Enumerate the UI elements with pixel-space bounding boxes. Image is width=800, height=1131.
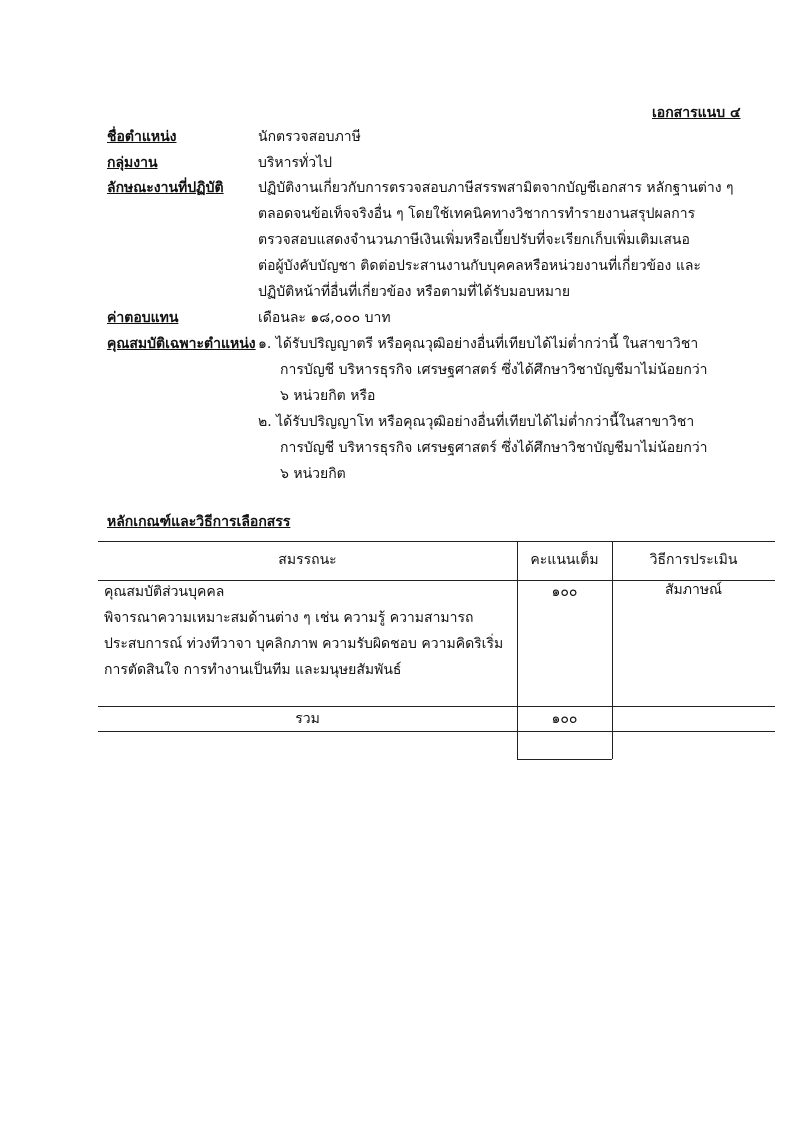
qualification-line: การบัญชี บริหารธุรกิจ เศรษฐศาสตร์ ซึ่งได้ศึกษาวิชาบัญชีมาไม่น้อยกว่า — [280, 440, 708, 456]
position-value: นักตรวจสอบภาษี — [258, 129, 361, 145]
qualification-line: การบัญชี บริหารธุรกิจ เศรษฐศาสตร์ ซึ่งได้ศึกษาวิชาบัญชีมาไม่น้อยกว่า — [280, 362, 708, 378]
duties-line: ตลอดจนข้อเท็จจริงอื่น ๆ โดยใช้เทคนิคทางวิชาการทำรายงานสรุปผลการ — [258, 206, 696, 222]
qualifications-label: คุณสมบัติเฉพาะตำแหน่ง — [107, 336, 256, 352]
total-score: ๑๐๐ — [551, 711, 578, 727]
qualification-line: ๖ หน่วยกิต — [280, 466, 346, 482]
table-rule — [517, 759, 612, 760]
column-divider — [612, 541, 613, 759]
header-competency: สมรรถนะ — [278, 552, 337, 568]
salary-value: เดือนละ ๑๘,๐๐๐ บาท — [258, 310, 391, 326]
duties-line: ปฏิบัติหน้าที่อื่นที่เกี่ยวข้อง หรือตามที่ได้รับมอบหมาย — [258, 284, 571, 300]
header-full-score: คะแนนเต็ม — [530, 552, 599, 568]
group-label: กลุ่มงาน — [107, 155, 158, 171]
duties-line: ต่อผู้บังคับบัญชา ติดต่อประสานงานกับบุคคลหรือหน่วยงานที่เกี่ยวข้อง และ — [258, 258, 701, 274]
duties-line: ปฏิบัติงานเกี่ยวกับการตรวจสอบภาษีสรรพสามิตจากบัญชีเอกสาร หลักฐานต่าง ๆ — [258, 180, 734, 196]
qualification-line: ๖ หน่วยกิต หรือ — [280, 388, 376, 404]
duties-label: ลักษณะงานที่ปฏิบัติ — [107, 180, 224, 196]
competency-line: คุณสมบัติส่วนบุคคล — [104, 584, 225, 600]
qualification-line: ๑. ได้รับปริญญาตรี หรือคุณวุฒิอย่างอื่นที่เทียบได้ไม่ต่ำกว่านี้ ในสาขาวิชา — [258, 336, 699, 352]
competency-line: ประสบการณ์ ท่วงทีวาจา บุคลิกภาพ ความรับผิดชอบ ความคิดริเริ่ม — [104, 636, 504, 652]
selection-title: หลักเกณฑ์และวิธีการเลือกสรร — [107, 514, 291, 530]
competency-line: การตัดสินใจ การทำงานเป็นทีม และมนุษยสัมพันธ์ — [104, 662, 402, 678]
qualification-line: ๒. ได้รับปริญญาโท หรือคุณวุฒิอย่างอื่นที่เทียบได้ไม่ต่ำกว่านี้ในสาขาวิชา — [258, 414, 695, 430]
position-label: ชื่อตำแหน่ง — [107, 129, 177, 145]
header-method: วิธีการประเมิน — [649, 552, 738, 568]
total-label: รวม — [295, 711, 320, 727]
row-method: สัมภาษณ์ — [664, 582, 723, 598]
row-score: ๑๐๐ — [551, 584, 578, 600]
group-value: บริหารทั่วไป — [258, 155, 333, 171]
competency-line: พิจารณาความเหมาะสมด้านต่าง ๆ เช่น ความรู้ ความสามารถ — [104, 610, 474, 626]
duties-line: ตรวจสอบแสดงจำนวนภาษีเงินเพิ่มหรือเบี้ยปรับที่จะเรียกเก็บเพิ่มเติมเสนอ — [258, 232, 690, 248]
salary-label: ค่าตอบแทน — [107, 310, 179, 326]
table-rule — [98, 541, 775, 542]
attachment-label: เอกสารแนบ ๔ — [652, 105, 741, 121]
